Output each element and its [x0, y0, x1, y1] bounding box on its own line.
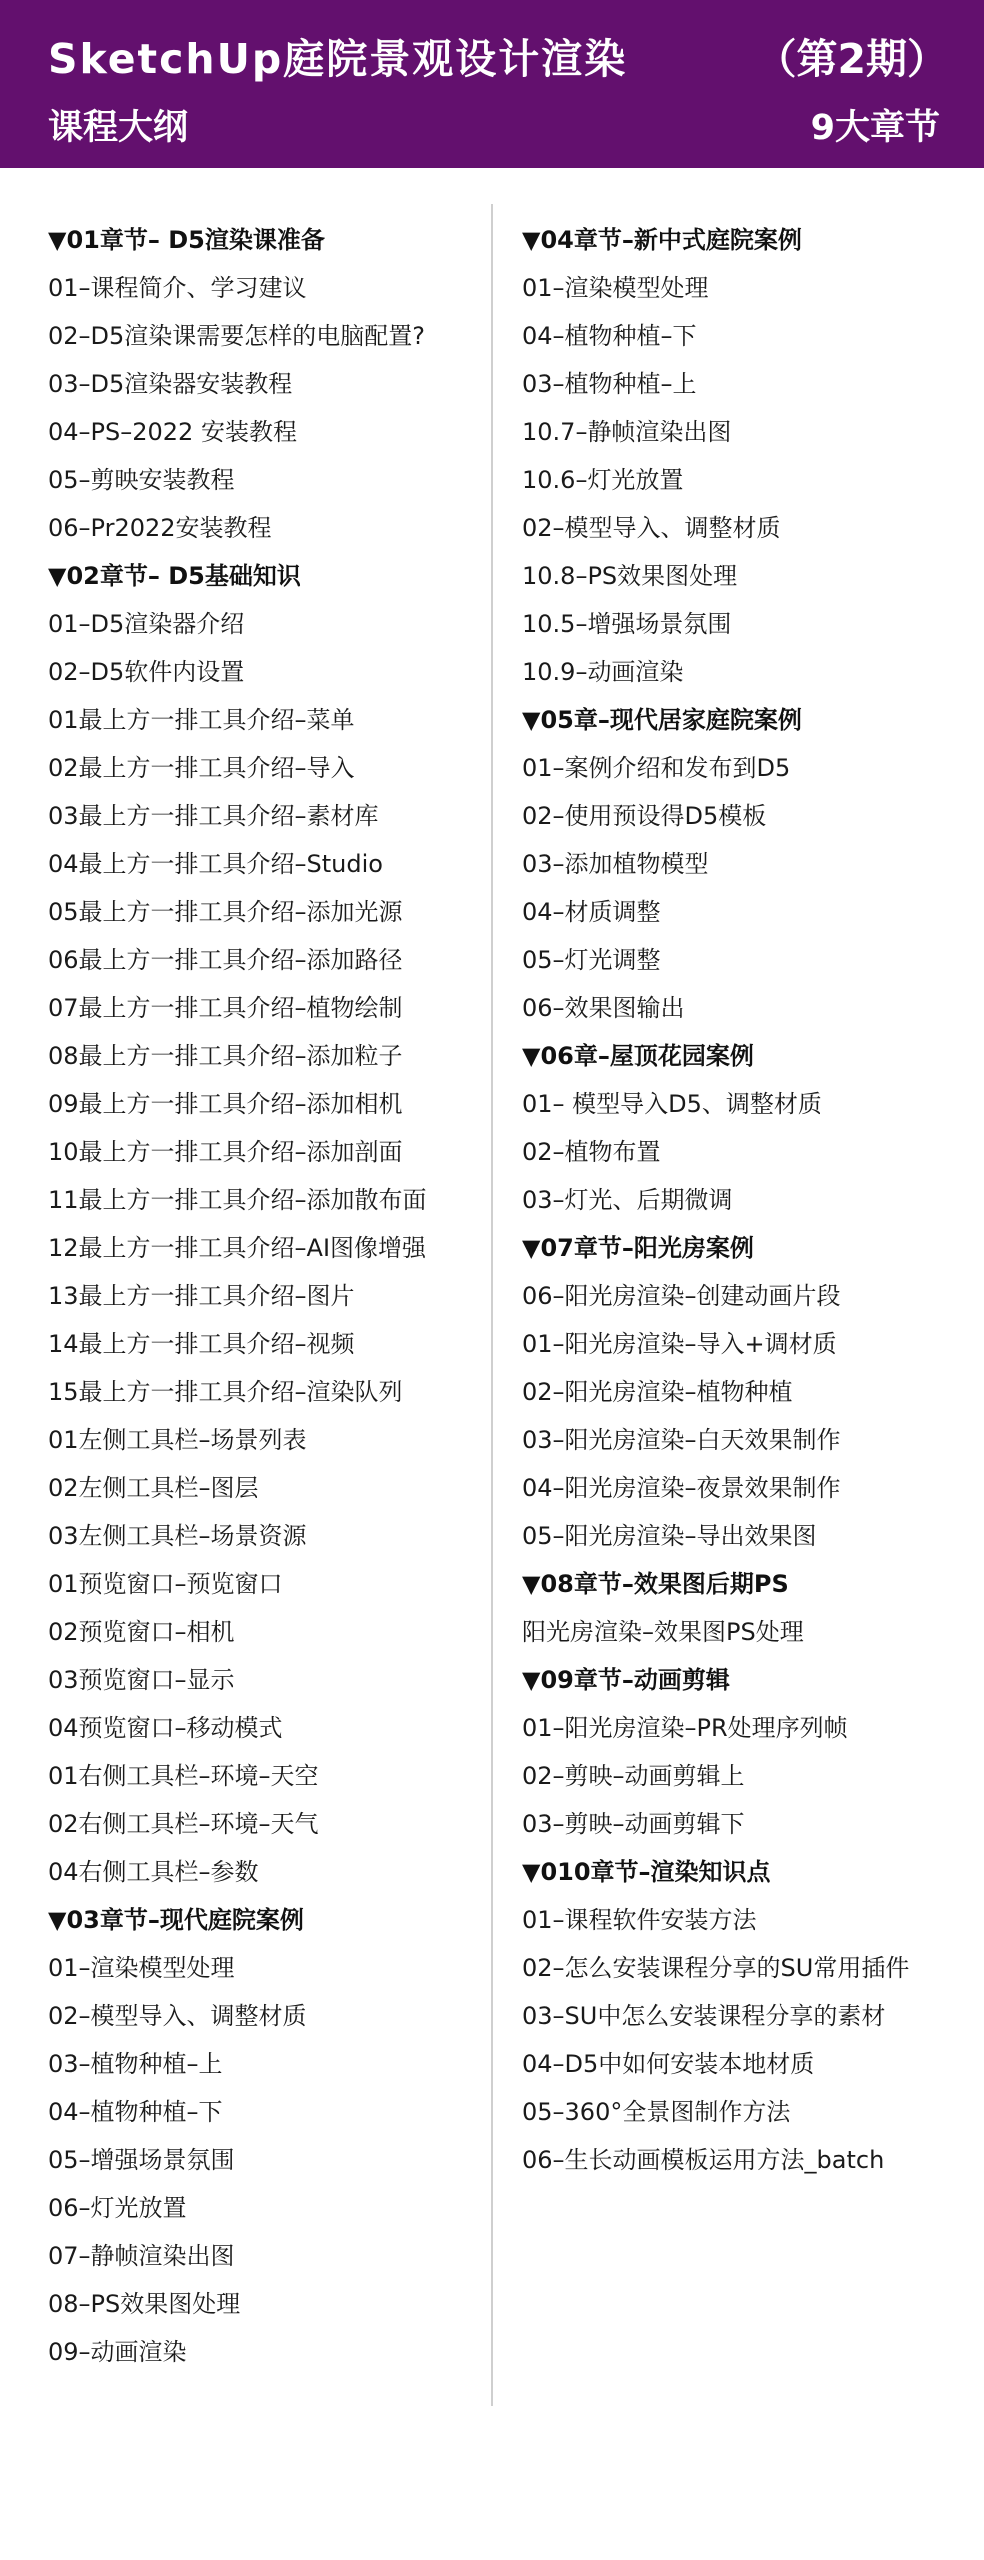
lesson-item: 06–Pr2022安装教程: [48, 514, 272, 542]
chapter-heading: ▼09章节–动画剪辑: [522, 1666, 730, 1694]
lesson-item: 02左侧工具栏–图层: [48, 1474, 259, 1502]
lesson-item: 10.7–静帧渲染出图: [522, 418, 732, 446]
lesson-item: 05–灯光调整: [522, 946, 661, 974]
chapter-heading: ▼03章节–现代庭院案例: [48, 1906, 304, 1934]
lesson-item: 04–材质调整: [522, 898, 661, 926]
lesson-item: 03最上方一排工具介绍–素材库: [48, 802, 379, 830]
lesson-item: 01–课程软件安装方法: [522, 1906, 757, 1934]
lesson-item: 10.8–PS效果图处理: [522, 562, 738, 590]
chapter-count: 9大章节: [810, 108, 940, 148]
issue-label: （第2期）: [755, 35, 948, 83]
lesson-item: 02–阳光房渲染–植物种植: [522, 1378, 793, 1406]
lesson-item: 04–阳光房渲染–夜景效果制作: [522, 1474, 841, 1502]
chapter-heading: ▼07章节–阳光房案例: [522, 1234, 754, 1262]
chapter-heading: ▼02章节– D5基础知识: [48, 562, 301, 590]
lesson-item: 06–效果图输出: [522, 994, 685, 1022]
column-divider: [491, 204, 493, 2406]
lesson-item: 01预览窗口–预览窗口: [48, 1570, 283, 1598]
lesson-item: 02预览窗口–相机: [48, 1618, 235, 1646]
header-banner: [0, 0, 984, 168]
lesson-item: 08最上方一排工具介绍–添加粒子: [48, 1042, 403, 1070]
lesson-item: 03–灯光、后期微调: [522, 1186, 733, 1214]
lesson-item: 03–D5渲染器安装教程: [48, 370, 293, 398]
lesson-item: 09–动画渲染: [48, 2338, 187, 2366]
lesson-item: 10.5–增强场景氛围: [522, 610, 732, 638]
lesson-item: 10最上方一排工具介绍–添加剖面: [48, 1138, 403, 1166]
lesson-item: 03–植物种植–上: [48, 2050, 223, 2078]
lesson-item: 05–增强场景氛围: [48, 2146, 235, 2174]
lesson-item: 15最上方一排工具介绍–渲染队列: [48, 1378, 403, 1406]
lesson-item: 02–模型导入、调整材质: [522, 514, 781, 542]
lesson-item: 07–静帧渲染出图: [48, 2242, 235, 2270]
lesson-item: 05–剪映安装教程: [48, 466, 235, 494]
lesson-item: 02–植物布置: [522, 1138, 661, 1166]
lesson-item: 01–阳光房渲染–导入+调材质: [522, 1330, 837, 1358]
lesson-item: 04–D5中如何安装本地材质: [522, 2050, 815, 2078]
lesson-item: 10.6–灯光放置: [522, 466, 684, 494]
lesson-item: 01左侧工具栏–场景列表: [48, 1426, 307, 1454]
lesson-item: 10.9–动画渲染: [522, 658, 684, 686]
lesson-item: 01–阳光房渲染–PR处理序列帧: [522, 1714, 848, 1742]
lesson-item: 05最上方一排工具介绍–添加光源: [48, 898, 403, 926]
chapter-heading: ▼04章节–新中式庭院案例: [522, 226, 802, 254]
chapter-heading: ▼06章–屋顶花园案例: [522, 1042, 754, 1070]
lesson-item: 03–剪映–动画剪辑下: [522, 1810, 745, 1838]
lesson-item: 03–阳光房渲染–白天效果制作: [522, 1426, 841, 1454]
lesson-item: 05–阳光房渲染–导出效果图: [522, 1522, 817, 1550]
lesson-item: 02–怎么安装课程分享的SU常用插件: [522, 1954, 910, 1982]
lesson-item: 04预览窗口–移动模式: [48, 1714, 283, 1742]
lesson-item: 02–模型导入、调整材质: [48, 2002, 307, 2030]
lesson-item: 11最上方一排工具介绍–添加散布面: [48, 1186, 427, 1214]
chapter-heading: ▼01章节– D5渲染课准备: [48, 226, 325, 254]
lesson-item: 阳光房渲染–效果图PS处理: [522, 1618, 804, 1646]
left-outline-column: [48, 216, 468, 2376]
lesson-item: 01–课程简介、学习建议: [48, 274, 307, 302]
lesson-item: 01– 模型导入D5、调整材质: [522, 1090, 822, 1118]
lesson-item: 08–PS效果图处理: [48, 2290, 241, 2318]
chapter-heading: ▼05章–现代居家庭院案例: [522, 706, 802, 734]
course-title: SketchUp庭院景观设计渲染: [48, 35, 628, 83]
lesson-item: 01–案例介绍和发布到D5: [522, 754, 791, 782]
lesson-item: 14最上方一排工具介绍–视频: [48, 1330, 355, 1358]
lesson-item: 01–D5渲染器介绍: [48, 610, 245, 638]
lesson-item: 12最上方一排工具介绍–AI图像增强: [48, 1234, 427, 1262]
lesson-item: 01–渲染模型处理: [48, 1954, 235, 1982]
lesson-item: 05–360°全景图制作方法: [522, 2098, 791, 2126]
lesson-item: 03–添加植物模型: [522, 850, 709, 878]
lesson-item: 03–SU中怎么安装课程分享的素材: [522, 2002, 886, 2030]
lesson-item: 04–植物种植–下: [522, 322, 697, 350]
lesson-item: 04–PS–2022 安装教程: [48, 418, 297, 446]
lesson-item: 02–使用预设得D5模板: [522, 802, 767, 830]
lesson-item: 04右侧工具栏–参数: [48, 1858, 259, 1886]
lesson-item: 02右侧工具栏–环境–天气: [48, 1810, 319, 1838]
lesson-item: 03左侧工具栏–场景资源: [48, 1522, 307, 1550]
chapter-heading: ▼010章节–渲染知识点: [522, 1858, 771, 1886]
lesson-item: 01右侧工具栏–环境–天空: [48, 1762, 319, 1790]
lesson-item: 01–渲染模型处理: [522, 274, 709, 302]
lesson-item: 02–剪映–动画剪辑上: [522, 1762, 745, 1790]
lesson-item: 07最上方一排工具介绍–植物绘制: [48, 994, 403, 1022]
lesson-item: 06–生长动画模板运用方法_batch: [522, 2146, 885, 2174]
outline-subtitle: 课程大纲: [48, 108, 189, 148]
lesson-item: 02–D5渲染课需要怎样的电脑配置?: [48, 322, 426, 350]
lesson-item: 04最上方一排工具介绍–Studio: [48, 850, 383, 878]
lesson-item: 03–植物种植–上: [522, 370, 697, 398]
lesson-item: 13最上方一排工具介绍–图片: [48, 1282, 355, 1310]
lesson-item: 02–D5软件内设置: [48, 658, 245, 686]
right-outline-column: [522, 216, 972, 2184]
lesson-item: 06最上方一排工具介绍–添加路径: [48, 946, 403, 974]
lesson-item: 06–灯光放置: [48, 2194, 187, 2222]
lesson-item: 01最上方一排工具介绍–菜单: [48, 706, 355, 734]
lesson-item: 04–植物种植–下: [48, 2098, 223, 2126]
lesson-item: 03预览窗口–显示: [48, 1666, 235, 1694]
lesson-item: 06–阳光房渲染–创建动画片段: [522, 1282, 841, 1310]
lesson-item: 09最上方一排工具介绍–添加相机: [48, 1090, 403, 1118]
chapter-heading: ▼08章节–效果图后期PS: [522, 1570, 789, 1598]
lesson-item: 02最上方一排工具介绍–导入: [48, 754, 355, 782]
